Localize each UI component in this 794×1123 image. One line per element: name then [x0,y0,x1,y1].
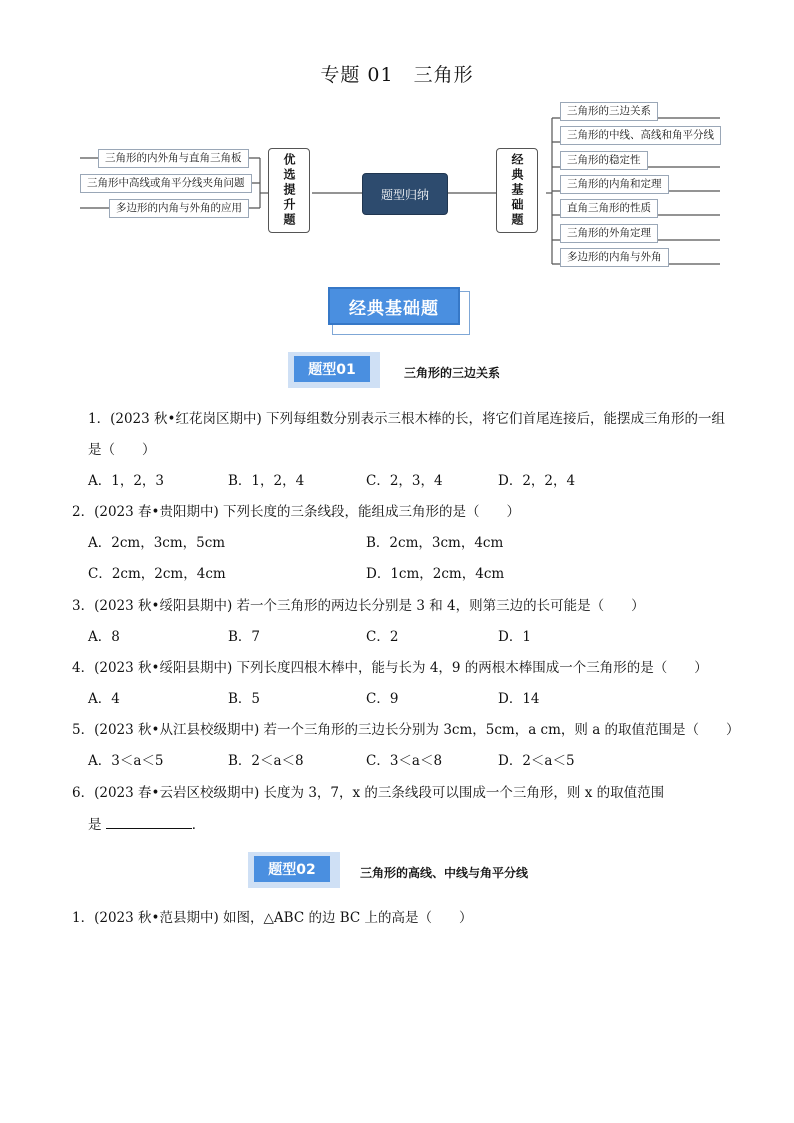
option: A．3＜a＜5 [88,753,164,769]
tag-label: 题型01 [294,356,370,382]
question-stem-end: ． [191,817,206,833]
question-stem: 是 [88,817,102,833]
option: C．2cm，2cm，4cm [88,566,226,582]
option: B．2cm，3cm，4cm [366,535,504,551]
type-tag-02 [248,852,340,888]
banner-label: 经典基础题 [328,287,460,325]
option: A．8 [88,629,120,645]
option: C．2 [366,629,399,645]
option: B．1，2，4 [228,473,305,489]
option: A．2cm，3cm，5cm [88,535,226,551]
type-tag-01 [288,352,380,388]
option: D．14 [498,691,540,707]
option: B．5 [228,691,261,707]
answer-blank[interactable] [106,814,192,829]
question-stem: 4．(2023 秋•绥阳县期中) 下列长度四根木棒中，能与长为 4，9 的两根木棒围成一个三角形的是（ ） [72,660,708,676]
type-title-02: 三角形的高线、中线与角平分线 [360,866,529,880]
question-stem: 2．(2023 春•贵阳期中) 下列长度的三条线段，能组成三角形的是（ ） [72,504,521,520]
option: D．2＜a＜5 [498,753,575,769]
option: B．2＜a＜8 [228,753,304,769]
mindmap-left-item: 三角形中高线或角平分线夹角问题 [80,174,252,193]
option: D．1cm，2cm，4cm [366,566,505,582]
mindmap-center: 题型归纳 [362,173,448,215]
mindmap-right-item: 三角形的中线、高线和角平分线 [560,126,721,145]
question-stem: 3．(2023 秋•绥阳县期中) 若一个三角形的两边长分别是 3 和 4，则第三边的长可能是（ ） [72,598,645,614]
question-stem: 是（ ） [88,442,156,458]
mindmap-left-item: 多边形的内角与外角的应用 [109,199,249,218]
mindmap-right-item: 三角形的外角定理 [560,224,658,243]
mindmap-box-label: 优选提升题 [282,153,296,228]
mindmap-right-item: 多边形的内角与外角 [560,248,669,267]
option: B．7 [228,629,261,645]
mindmap-right-item: 三角形的内角和定理 [560,175,669,194]
option: C．2，3，4 [366,473,443,489]
option: D．1 [498,629,531,645]
option: A．4 [88,691,120,707]
mindmap-right-item: 三角形的三边关系 [560,102,658,121]
mindmap-right-item: 直角三角形的性质 [560,199,658,218]
mindmap-box-basic [496,148,538,233]
mindmap-box-label: 经典基础题 [510,153,524,228]
question-stem: 5．(2023 秋•从江县校级期中) 若一个三角形的三边长分别为 3cm，5cm，a cm，则 a 的取值范围是（ ） [72,722,740,738]
option: A．1，2，3 [88,473,165,489]
page-title: 专题 01 三角形 [320,64,474,86]
section-banner [328,287,468,333]
option: C．3＜a＜8 [366,753,443,769]
question-stem: 6．(2023 春•云岩区校级期中) 长度为 3，7，x 的三条线段可以围成一个三角形，则 x 的取值范围 [72,785,665,801]
question-stem-line2 [88,814,205,835]
tag-label: 题型02 [254,856,330,882]
question-stem: 1．(2023 秋•红花岗区期中) 下列每组数分别表示三根木棒的长，将它们首尾连接后，能摆成三角形的一组 [88,411,726,427]
option: C．9 [366,691,399,707]
mindmap-box-advanced [268,148,310,233]
mindmap-left-item: 三角形的内外角与直角三角板 [98,149,249,168]
type-title-01: 三角形的三边关系 [404,366,501,380]
question-stem: 1．(2023 秋•范县期中) 如图，△ABC 的边 BC 上的高是（ ） [72,910,473,926]
mindmap-right-item: 三角形的稳定性 [560,151,648,170]
option: D．2，2，4 [498,473,576,489]
